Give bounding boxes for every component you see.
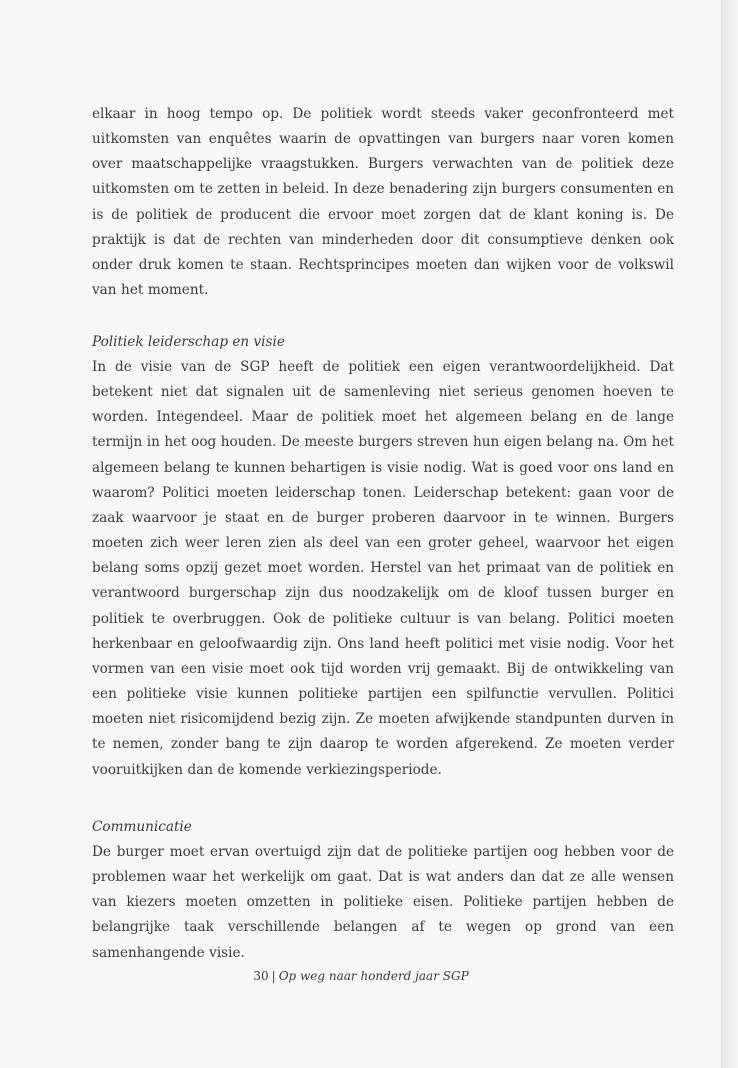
paragraph-communicatie: De burger moet ervan overtuigd zijn dat de politieke partijen oog hebben voor de problemen waar het werkelijk om gaat. Dat is wat anders dan dat ze alle wensen van kiezers moeten omzetten in politieke eisen. Politieke partijen hebben de belangrijke taak verschillende belangen af te wegen op grond van een samenhangende visie. bbox=[92, 844, 674, 961]
page-number: 30 bbox=[253, 969, 269, 983]
section-heading-leiderschap: Politiek leiderschap en visie bbox=[92, 334, 285, 350]
paragraph-intro: elkaar in hoog tempo op. De politiek wordt steeds vaker geconfronteerd met uitkomsten van enquêtes waarin de opvattingen van burgers naar voren komen over maatschappelijke vraagstukken. Burgers verwachten van de politiek deze uitkomsten om te zetten in beleid. In deze benadering zijn burgers consumenten en is de politiek de producent die ervoor moet zorgen dat de klant koning is. De praktijk is dat de rechten van minderheden door dit consumptieve denken ook onder druk komen te staan. Rechtsprincipes moeten dan wijken voor de volkswil van het moment. bbox=[92, 106, 674, 299]
paragraph-leiderschap: In de visie van de SGP heeft de politiek een eigen verantwoordelijkheid. Dat betekent niet dat signalen uit de samenleving niet serieus genomen hoeven te worden. Integendeel. Maar de politiek moet het algemeen belang en de lange termijn in het oog houden. De meeste burgers streven hun eigen belang na. Om het algemeen belang te kunnen behartigen is visie nodig. Wat is goed voor ons land en waarom? Politici moeten leiderschap tonen. Leiderschap betekent: gaan voor de zaak waarvoor je staat en de burger proberen daarvoor in te winnen. Burgers moeten zich weer leren zien als deel van een groter geheel, waarvoor het eigen belang soms opzij gezet moet worden. Herstel van het primaat van de politiek en verantwoord burgerschap zijn dus noodzakelijk om de kloof tussen burger en politiek te overbruggen. Ook de politieke cultuur is van belang. Politici moeten herkenbaar en geloofwaardig zijn. Ons land heeft politici met visie nodig. Voor het vormen van een visie moet ook tijd worden vrij gemaakt. Bij de ontwikkeling van een politieke visie kunnen politieke partijen een spilfunctie vervullen. Politici moeten niet risicomijdend bezig zijn. Ze moeten afwijkende standpunten durven in te nemen, zonder bang te zijn daarop te worden afgerekend. Ze moeten verder vooruitkijken dan de komende verkiezingsperiode. bbox=[92, 359, 674, 778]
footer-separator: | bbox=[271, 969, 276, 983]
book-title: Op weg naar honderd jaar SGP bbox=[278, 969, 469, 983]
page-footer bbox=[0, 969, 722, 983]
page-edge bbox=[722, 0, 738, 1068]
section-heading-communicatie: Communicatie bbox=[92, 819, 192, 835]
